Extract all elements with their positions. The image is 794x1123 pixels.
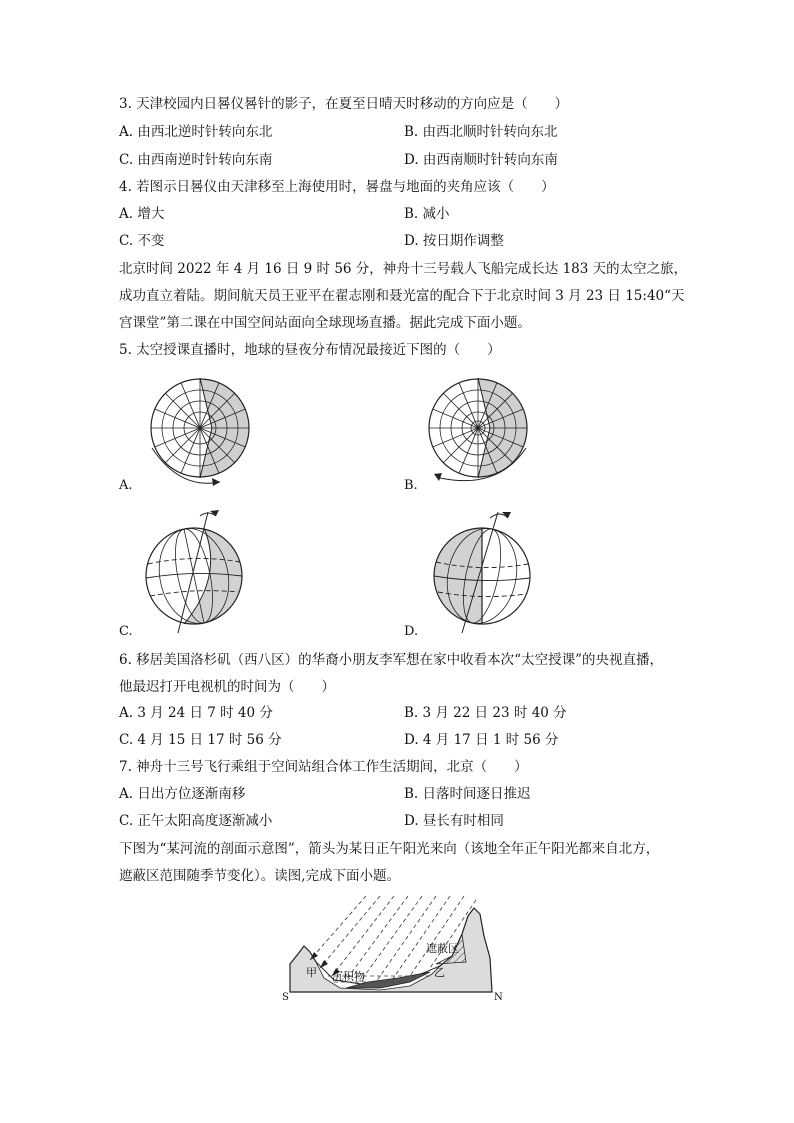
shelter-zone-label: 遮蔽区 <box>426 942 459 955</box>
point-jia-label: 甲 <box>306 966 317 979</box>
figure-d-globe-view <box>428 506 538 634</box>
q6-option-b: B. 3 月 22 日 23 时 40 分 <box>404 705 567 721</box>
q6-stem-line2: 他最迟打开电视机的时间为（ ） <box>119 679 335 695</box>
passage2-line1: 下图为“某河流的剖面示意图”，箭头为某日正午阳光来向（该地全年正午阳光都来自北方， <box>119 841 660 857</box>
q3-option-c: C. 由西南逆时针转向东南 <box>119 152 273 168</box>
q6-option-c: C. 4 月 15 日 17 时 56 分 <box>119 732 282 748</box>
passage1-line2: 成功直立着陆。期间航天员王亚平在翟志刚和聂光富的配合下于北京时间 3 月 23 日 15:40“天 <box>119 288 685 304</box>
figure-c-globe-view <box>140 506 250 634</box>
q7-option-d: D. 昼长有时相同 <box>404 813 504 829</box>
q4-option-a: A. 增大 <box>119 206 165 222</box>
q7-option-c: C. 正午太阳高度逐渐减小 <box>119 813 273 829</box>
passage1-line1: 北京时间 2022 年 4 月 16 日 9 时 56 分，神舟十三号载人飞船完成长达 183 天的太空之旅， <box>119 261 688 277</box>
q3-stem: 3. 天津校园内日晷仪晷针的影子，在夏至日晴天时移动的方向应是（ ） <box>119 96 569 112</box>
figure-d-label: D. <box>404 624 419 639</box>
q4-option-d: D. 按日期作调整 <box>404 233 504 249</box>
q7-option-a: A. 日出方位逐渐南移 <box>119 786 246 802</box>
river-cross-section-figure <box>280 896 512 1008</box>
passage1-line3: 宫课堂”第二课在中国空间站面向全球现场直播。据此完成下面小题。 <box>119 315 531 331</box>
q6-option-a: A. 3 月 24 日 7 时 40 分 <box>119 705 273 721</box>
south-label: S <box>282 992 289 1003</box>
q6-option-d: D. 4 月 17 日 1 时 56 分 <box>404 732 559 748</box>
q4-option-c: C. 不变 <box>119 233 165 249</box>
figure-a-label: A. <box>119 478 133 493</box>
q5-stem: 5. 太空授课直播时，地球的昼夜分布情况最接近下图的（ ） <box>119 342 501 358</box>
q3-option-b: B. 由西北顺时针转向东北 <box>404 124 558 140</box>
sediment-label: 沉积物 <box>332 970 365 983</box>
q3-option-a: A. 由西北逆时针转向东北 <box>119 124 273 140</box>
point-yi-label: 乙 <box>434 966 445 979</box>
figure-c-label: C. <box>119 624 133 639</box>
q7-option-b: B. 日落时间逐日推迟 <box>404 786 531 802</box>
figure-b-polar-view <box>418 378 538 490</box>
q3-option-d: D. 由西南顺时针转向东南 <box>404 152 558 168</box>
q6-stem-line1: 6. 移居美国洛杉矶（西八区）的华裔小朋友李军想在家中收看本次“太空授课”的央视直播， <box>119 652 663 668</box>
q7-stem: 7. 神舟十三号飞行乘组于空间站组合体工作生活期间，北京（ ） <box>119 759 528 775</box>
north-label: N <box>494 992 503 1003</box>
q4-option-b: B. 减小 <box>404 206 450 222</box>
passage2-line2: 遮蔽区范围随季节变化）。读图,完成下面小题。 <box>119 868 401 884</box>
figure-a-polar-view <box>140 378 260 490</box>
q4-stem: 4. 若图示日晷仪由天津移至上海使用时，晷盘与地面的夹角应该（ ） <box>119 179 555 195</box>
figure-b-label: B. <box>404 478 418 493</box>
